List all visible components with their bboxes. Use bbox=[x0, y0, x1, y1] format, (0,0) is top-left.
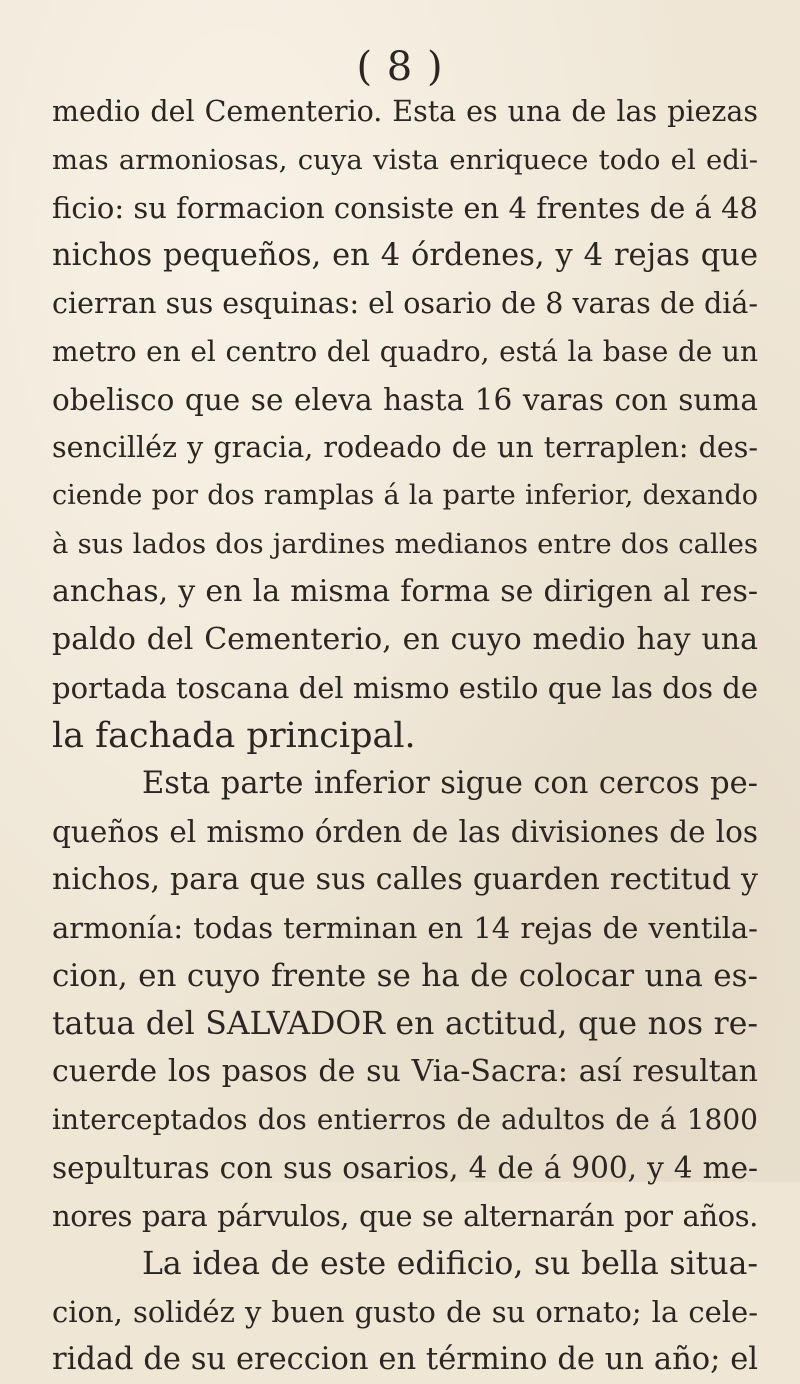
text-line: tatua del SALVADOR en actitud, que nos re- bbox=[52, 1006, 758, 1042]
text-line: paldo del Cementerio, en cuyo medio hay una bbox=[52, 622, 758, 657]
text-line: metro en el centro del quadro, está la base de un bbox=[52, 335, 758, 368]
paragraph-start-line: La idea de este edificio, su bella situa- bbox=[142, 1246, 758, 1282]
body-text bbox=[52, 88, 758, 1384]
text-line: sencilléz y gracia, rodeado de un terraplen: des- bbox=[52, 431, 758, 464]
text-line: obelisco que se eleva hasta 16 varas con suma bbox=[52, 383, 758, 417]
text-line: ficio: su formacion consiste en 4 frentes de á 48 bbox=[52, 191, 758, 225]
text-line: cion, solidéz y buen gusto de su ornato; la cele- bbox=[52, 1295, 758, 1329]
text-line: cion, en cuyo frente se ha de colocar una es- bbox=[52, 958, 758, 994]
text-line: interceptados dos entierros de adultos de á 1800 bbox=[52, 1103, 758, 1136]
page-number: ( 8 ) bbox=[356, 44, 444, 90]
text-line: nores para párvulos, que se alternarán por años. bbox=[52, 1199, 758, 1233]
text-line: nichos, para que sus calles guarden rectitud y bbox=[52, 862, 758, 897]
text-line: nichos pequeños, en 4 órdenes, y 4 rejas que bbox=[52, 238, 758, 273]
text-line: medio del Cementerio. Esta es una de las piezas bbox=[52, 95, 758, 128]
text-line: ridad de su ereccion en término de un año; el bbox=[52, 1342, 758, 1377]
text-line: armonía: todas terminan en 14 rejas de ventila- bbox=[52, 911, 758, 945]
text-line: cierran sus esquinas: el osario de 8 varas de diá- bbox=[52, 287, 758, 320]
paragraph-start-line: Esta parte inferior sigue con cercos pe- bbox=[142, 766, 758, 801]
text-line: cuerde los pasos de su Via-Sacra: así resultan bbox=[52, 1054, 758, 1089]
text-line: mas armoniosas, cuya vista enriquece todo el edi- bbox=[52, 144, 758, 176]
text-line: à sus lados dos jardines medianos entre dos calles bbox=[52, 528, 758, 560]
text-line: ciende por dos ramplas á la parte inferior, dexando bbox=[52, 480, 758, 511]
text-line: queños el mismo órden de las divisiones de los bbox=[52, 815, 758, 849]
text-line: portada toscana del mismo estilo que las dos de bbox=[52, 671, 758, 705]
paragraph-end-line: la fachada principal. bbox=[52, 716, 416, 756]
text-line: anchas, y en la misma forma se dirigen al res- bbox=[52, 574, 758, 609]
text-line: sepulturas con sus osarios, 4 de á 900, y 4 me- bbox=[52, 1151, 758, 1185]
